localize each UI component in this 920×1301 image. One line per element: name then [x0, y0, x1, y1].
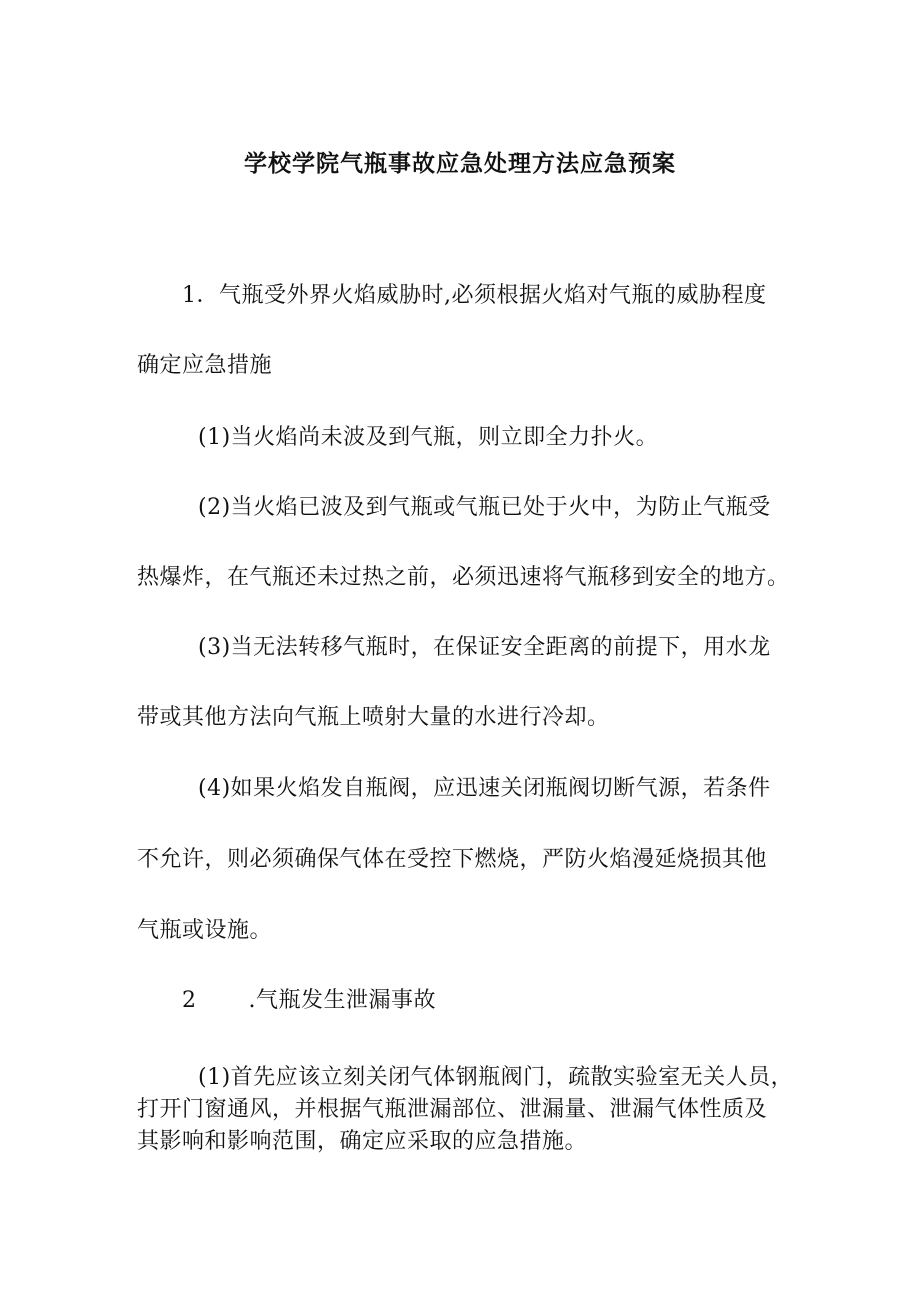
paragraph-line: 带或其他方法向气瓶上喷射大量的水进行冷却。 — [137, 705, 610, 730]
paragraph-line: (1)首先应该立刻关闭气体钢瓶阀门，疏散实验室无关人员， — [198, 1065, 794, 1090]
section-heading-text: .气瓶发生泄漏事故 — [248, 988, 436, 1013]
paragraph-line: 1．气瓶受外界火焰威胁时,必须根据火焰对气瓶的威胁程度 — [182, 283, 767, 308]
section-heading — [182, 983, 436, 1014]
paragraph-line: 打开门窗通风，并根据气瓶泄漏部位、泄漏量、泄漏气体性质及 — [137, 1097, 768, 1122]
paragraph-line: 不允许，则必须确保气体在受控下燃烧，严防火焰漫延烧损其他 — [137, 847, 768, 872]
paragraph-line: (2)当火焰已波及到气瓶或气瓶已处于火中，为防止气瓶受 — [198, 495, 771, 520]
paragraph-line: 确定应急措施 — [137, 353, 273, 378]
paragraph-line: (4)如果火焰发自瓶阀，应迅速关闭瓶阀切断气源，若条件 — [198, 776, 771, 801]
section-number: 2 — [182, 988, 197, 1013]
paragraph-line: 气瓶或设施。 — [137, 918, 273, 943]
paragraph-line: 热爆炸，在气瓶还未过热之前，必须迅速将气瓶移到安全的地方。 — [137, 565, 790, 590]
document-title: 学校学院气瓶事故应急处理方法应急预案 — [244, 150, 676, 177]
paragraph-line: (3)当无法转移气瓶时，在保证安全距离的前提下，用水龙 — [198, 635, 771, 660]
paragraph-line: 其影响和影响范围，确定应采取的应急措施。 — [137, 1129, 588, 1154]
paragraph-line: (1)当火焰尚未波及到气瓶，则立即全力扑火。 — [198, 425, 659, 450]
